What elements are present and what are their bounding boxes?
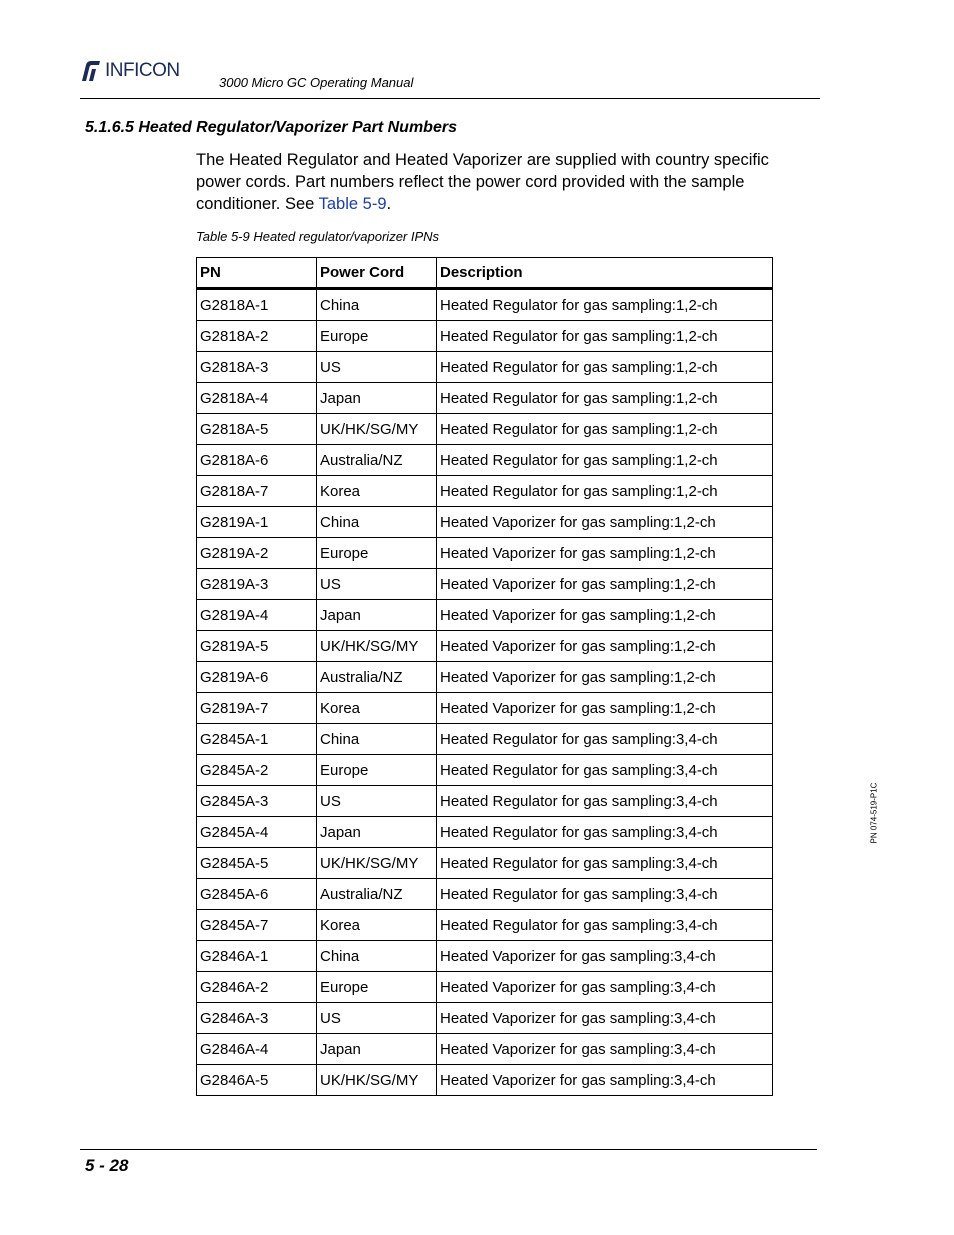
- table-row: [197, 817, 773, 848]
- table-row: [197, 507, 773, 538]
- body-paragraph: [196, 149, 806, 215]
- cell-description: Heated Regulator for gas sampling:3,4-ch: [437, 879, 773, 910]
- cell-power-cord: Korea: [317, 910, 437, 941]
- cell-pn: G2819A-5: [197, 631, 317, 662]
- ipn-table: [196, 257, 773, 1096]
- cell-pn: G2846A-4: [197, 1034, 317, 1065]
- cell-power-cord: US: [317, 352, 437, 383]
- cell-power-cord: China: [317, 289, 437, 321]
- cell-pn: G2846A-3: [197, 1003, 317, 1034]
- cell-power-cord: US: [317, 569, 437, 600]
- table-row: [197, 941, 773, 972]
- cell-description: Heated Vaporizer for gas sampling:1,2-ch: [437, 538, 773, 569]
- cell-description: Heated Regulator for gas sampling:3,4-ch: [437, 786, 773, 817]
- cell-power-cord: China: [317, 507, 437, 538]
- cell-pn: G2846A-1: [197, 941, 317, 972]
- cell-power-cord: Europe: [317, 972, 437, 1003]
- cell-pn: G2818A-3: [197, 352, 317, 383]
- cell-power-cord: UK/HK/SG/MY: [317, 631, 437, 662]
- table-row: [197, 569, 773, 600]
- cell-description: Heated Vaporizer for gas sampling:3,4-ch: [437, 1003, 773, 1034]
- cell-power-cord: Japan: [317, 817, 437, 848]
- cell-power-cord: Korea: [317, 476, 437, 507]
- cell-power-cord: Australia/NZ: [317, 879, 437, 910]
- table-row: [197, 383, 773, 414]
- table-row: [197, 879, 773, 910]
- table-row: [197, 786, 773, 817]
- table-row: [197, 1034, 773, 1065]
- table-row: [197, 414, 773, 445]
- cell-description: Heated Regulator for gas sampling:3,4-ch: [437, 724, 773, 755]
- table-caption: Table 5-9 Heated regulator/vaporizer IPNs: [196, 229, 440, 244]
- cell-pn: G2819A-4: [197, 600, 317, 631]
- cell-pn: G2845A-2: [197, 755, 317, 786]
- cell-description: Heated Regulator for gas sampling:1,2-ch: [437, 445, 773, 476]
- table-row: [197, 910, 773, 941]
- cell-power-cord: Europe: [317, 321, 437, 352]
- cell-pn: G2845A-4: [197, 817, 317, 848]
- header-divider: [80, 98, 820, 99]
- cell-power-cord: Europe: [317, 755, 437, 786]
- body-text-start: The Heated Regulator and Heated Vaporizer are supplied with country specific power cords. Part numbers reflect the power cord provided with the sample conditioner. See: [196, 151, 769, 213]
- cell-pn: G2845A-1: [197, 724, 317, 755]
- column-header-description: Description: [437, 258, 773, 289]
- logo-text: INFICON: [105, 60, 180, 81]
- table-header-row: [197, 258, 773, 289]
- cell-power-cord: US: [317, 1003, 437, 1034]
- manual-title: 3000 Micro GC Operating Manual: [219, 75, 414, 90]
- table-row: [197, 693, 773, 724]
- cell-pn: G2819A-2: [197, 538, 317, 569]
- cell-power-cord: Japan: [317, 600, 437, 631]
- cell-description: Heated Regulator for gas sampling:3,4-ch: [437, 848, 773, 879]
- column-header-pn: PN: [197, 258, 317, 289]
- cell-power-cord: Japan: [317, 1034, 437, 1065]
- cell-description: Heated Regulator for gas sampling:1,2-ch: [437, 289, 773, 321]
- inficon-logo-icon: [80, 59, 102, 83]
- column-header-power-cord: Power Cord: [317, 258, 437, 289]
- cell-power-cord: UK/HK/SG/MY: [317, 1065, 437, 1096]
- table-reference-link[interactable]: Table 5-9: [318, 195, 387, 213]
- cell-power-cord: US: [317, 786, 437, 817]
- cell-pn: G2845A-5: [197, 848, 317, 879]
- cell-power-cord: Europe: [317, 538, 437, 569]
- cell-description: Heated Regulator for gas sampling:3,4-ch: [437, 817, 773, 848]
- table-body: [197, 289, 773, 1096]
- page-number: 5 - 28: [85, 1156, 129, 1175]
- cell-description: Heated Vaporizer for gas sampling:3,4-ch: [437, 1034, 773, 1065]
- cell-pn: G2845A-7: [197, 910, 317, 941]
- table-row: [197, 289, 773, 321]
- cell-description: Heated Regulator for gas sampling:1,2-ch: [437, 414, 773, 445]
- document-part-number: PN 074-519-P1C: [869, 782, 879, 844]
- body-text-end: .: [386, 195, 392, 213]
- cell-power-cord: UK/HK/SG/MY: [317, 848, 437, 879]
- cell-description: Heated Vaporizer for gas sampling:1,2-ch: [437, 600, 773, 631]
- cell-pn: G2818A-1: [197, 289, 317, 321]
- table-row: [197, 755, 773, 786]
- cell-description: Heated Regulator for gas sampling:3,4-ch: [437, 755, 773, 786]
- cell-pn: G2846A-2: [197, 972, 317, 1003]
- cell-power-cord: Australia/NZ: [317, 662, 437, 693]
- cell-description: Heated Vaporizer for gas sampling:1,2-ch: [437, 507, 773, 538]
- cell-pn: G2818A-4: [197, 383, 317, 414]
- cell-pn: G2818A-6: [197, 445, 317, 476]
- cell-power-cord: Japan: [317, 383, 437, 414]
- table-row: [197, 1003, 773, 1034]
- table-row: [197, 848, 773, 879]
- cell-pn: G2818A-5: [197, 414, 317, 445]
- table-row: [197, 352, 773, 383]
- cell-power-cord: Australia/NZ: [317, 445, 437, 476]
- table-row: [197, 724, 773, 755]
- table-row: [197, 662, 773, 693]
- cell-description: Heated Vaporizer for gas sampling:3,4-ch: [437, 1065, 773, 1096]
- table-row: [197, 972, 773, 1003]
- cell-power-cord: China: [317, 941, 437, 972]
- table-row: [197, 321, 773, 352]
- cell-pn: G2818A-2: [197, 321, 317, 352]
- footer-divider: [80, 1149, 817, 1150]
- cell-description: Heated Vaporizer for gas sampling:1,2-ch: [437, 693, 773, 724]
- inficon-logo: [80, 58, 180, 84]
- cell-description: Heated Regulator for gas sampling:1,2-ch: [437, 476, 773, 507]
- table-row: [197, 631, 773, 662]
- cell-power-cord: Korea: [317, 693, 437, 724]
- table-row: [197, 476, 773, 507]
- table-row: [197, 445, 773, 476]
- cell-description: Heated Regulator for gas sampling:1,2-ch: [437, 321, 773, 352]
- table-row: [197, 1065, 773, 1096]
- cell-description: Heated Vaporizer for gas sampling:1,2-ch: [437, 662, 773, 693]
- cell-description: Heated Vaporizer for gas sampling:1,2-ch: [437, 631, 773, 662]
- cell-description: Heated Regulator for gas sampling:1,2-ch: [437, 352, 773, 383]
- cell-pn: G2818A-7: [197, 476, 317, 507]
- cell-pn: G2845A-3: [197, 786, 317, 817]
- cell-pn: G2819A-7: [197, 693, 317, 724]
- cell-description: Heated Vaporizer for gas sampling:3,4-ch: [437, 972, 773, 1003]
- cell-power-cord: UK/HK/SG/MY: [317, 414, 437, 445]
- table-row: [197, 600, 773, 631]
- cell-description: Heated Regulator for gas sampling:1,2-ch: [437, 383, 773, 414]
- cell-pn: G2846A-5: [197, 1065, 317, 1096]
- cell-pn: G2819A-1: [197, 507, 317, 538]
- cell-description: Heated Vaporizer for gas sampling:1,2-ch: [437, 569, 773, 600]
- cell-description: Heated Regulator for gas sampling:3,4-ch: [437, 910, 773, 941]
- cell-pn: G2819A-3: [197, 569, 317, 600]
- table-row: [197, 538, 773, 569]
- cell-pn: G2845A-6: [197, 879, 317, 910]
- section-heading: 5.1.6.5 Heated Regulator/Vaporizer Part Numbers: [85, 119, 457, 136]
- cell-power-cord: China: [317, 724, 437, 755]
- cell-description: Heated Vaporizer for gas sampling:3,4-ch: [437, 941, 773, 972]
- cell-pn: G2819A-6: [197, 662, 317, 693]
